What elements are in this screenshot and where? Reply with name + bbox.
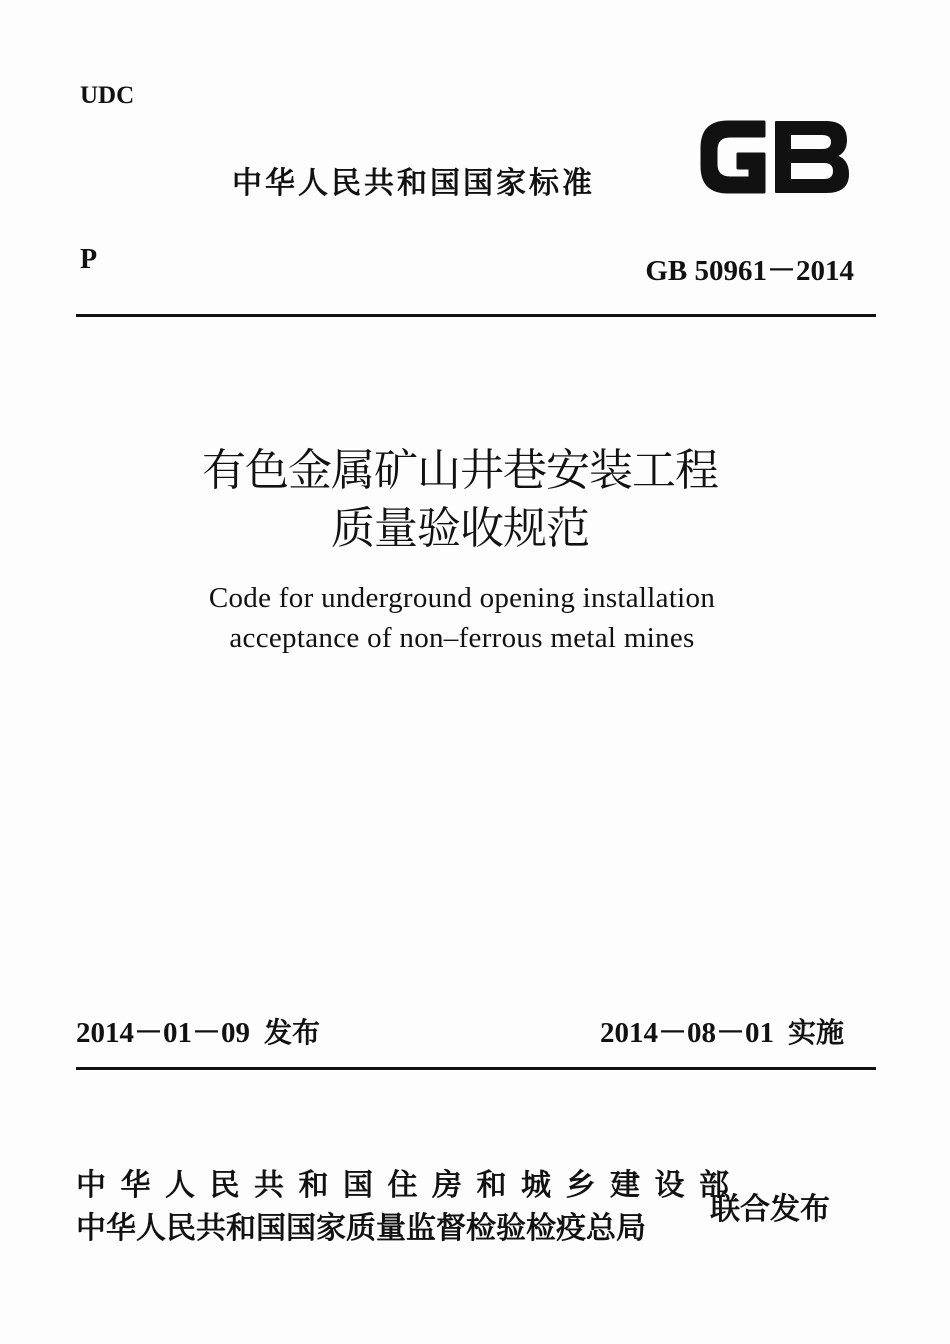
title-en-line1: Code for underground opening installation <box>208 582 716 614</box>
title-en-line2: acceptance of non–ferrous metal mines <box>229 622 695 654</box>
gb-logo-icon <box>694 114 854 200</box>
gb-logo-b <box>776 122 848 192</box>
bottom-divider <box>76 1067 876 1070</box>
joint-publish-label: 联合发布 <box>710 1192 830 1227</box>
classification-code: P <box>80 244 98 275</box>
top-divider <box>76 314 876 317</box>
implementation-date: 2014－08－01 <box>599 1017 774 1049</box>
title-cn-line2: 质量验收规范 <box>331 503 589 554</box>
issue-date: 2014－01－09 <box>76 1017 251 1049</box>
implementation-label: 实施 <box>787 1016 844 1049</box>
gb-logo-g <box>702 122 764 192</box>
gb-logo-letters <box>702 122 848 192</box>
publisher-org-2: 中华人民共和国国家质量监督检验检疫总局 <box>76 1211 646 1246</box>
implementation-date-block <box>600 1010 844 1051</box>
issue-label: 发布 <box>264 1016 321 1049</box>
standard-number: GB 50961－2014 <box>645 255 854 287</box>
issue-date-block <box>76 1010 320 1051</box>
standard-type: 中华人民共和国国家标准 <box>232 166 595 201</box>
publisher-org-1: 中华人民共和国住房和城乡建设部 <box>76 1168 744 1203</box>
udc-label: UDC <box>80 82 135 109</box>
title-cn-line1: 有色金属矿山井巷安装工程 <box>202 445 718 496</box>
